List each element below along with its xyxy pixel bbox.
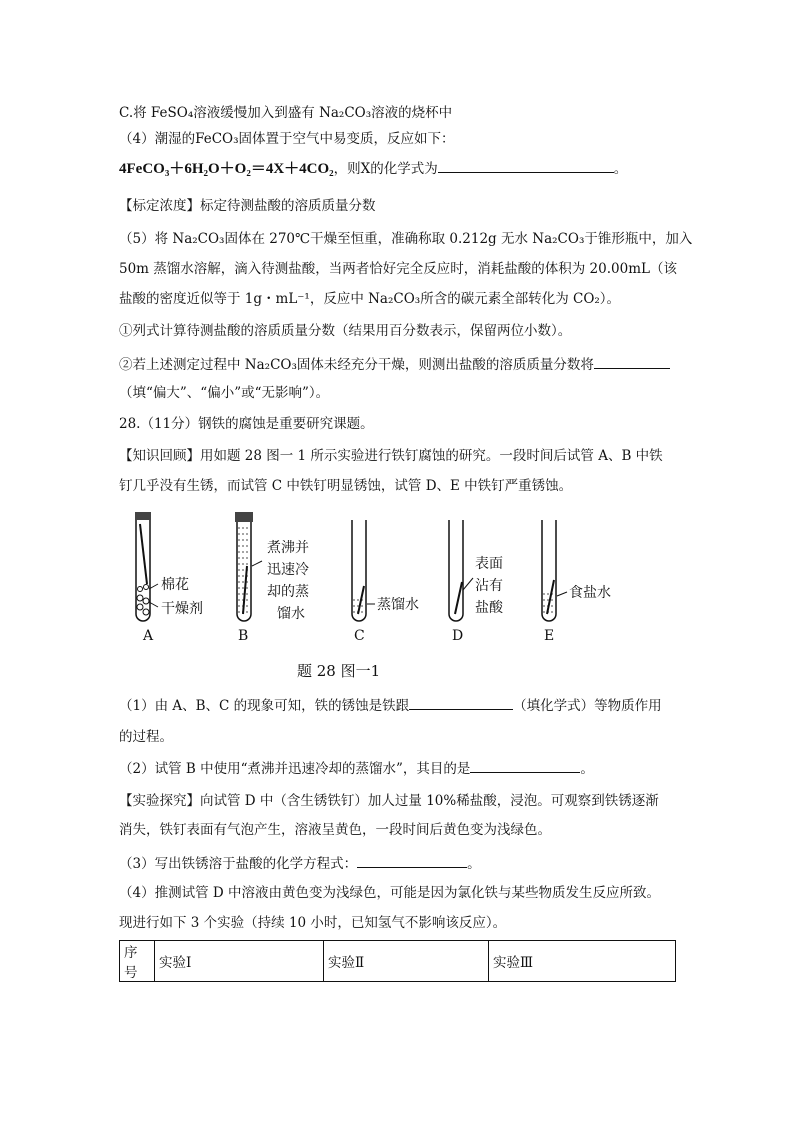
knowledge-review-line2: 钉几乎没有生锈，而试管 C 中铁钉明显锈蚀，试管 D、E 中铁钉严重锈蚀。 [119, 478, 573, 494]
question-1-line2: 的过程。 [119, 729, 173, 745]
figure-caption: 题 28 图一1 [297, 662, 381, 680]
experiment-explore-line1: 【实验探究】向试管 D 中（含生锈铁钉）加人过量 10%稀盐酸，浸泡。可观察到铁锈逐渐 [119, 793, 659, 809]
answer-blank[interactable] [594, 354, 670, 369]
tube-label-d: D [452, 628, 464, 644]
table-header-cell: 实验Ⅲ [489, 941, 676, 982]
question-5-part2 [119, 354, 670, 375]
question-1-line1 [119, 695, 662, 716]
tube-d [449, 520, 473, 621]
table-header-row [120, 941, 676, 982]
label-b-line3: 却的蒸 [267, 584, 309, 600]
question-28-title: 28.（11分）钢铁的腐蚀是重要研究课题。 [119, 416, 374, 432]
experiment-explore-line2: 消失，铁钉表面有气泡产生，溶液呈黄色，一段时间后黄色变为浅绿色。 [119, 822, 551, 838]
question-5-part2-hint: （填“偏大”、“偏小”或“无影响”）。 [119, 385, 330, 401]
test-tube-figure [125, 506, 645, 686]
q2-text: （2）试管 B 中使用“煮沸并迅速冷却的蒸馏水”，其目的是 [119, 761, 471, 777]
label-distilled-water: 蒸馏水 [377, 597, 419, 613]
period: 。 [613, 161, 628, 177]
label-cotton: 棉花 [161, 577, 189, 593]
q1-text-tail: （填化学式）等物质作用 [513, 698, 662, 714]
reaction-equation: 4FeCO₃＋6H₂O＋O₂＝4X＋4CO₂ [119, 161, 334, 177]
tube-e [542, 520, 567, 621]
label-b-line1: 煮沸并 [267, 540, 309, 556]
period: 。 [467, 856, 481, 872]
answer-blank[interactable] [409, 695, 513, 710]
equation-question: ，则X的化学式为 [333, 161, 438, 177]
table-header-cell: 序号 [120, 941, 155, 982]
tube-label-a: A [143, 628, 154, 644]
tube-label-c: C [354, 628, 365, 644]
period: 。 [580, 761, 594, 777]
tube-c [352, 520, 375, 621]
question-5-line2: 50m 蒸馏水溶解，滴入待测盐酸，当两者恰好完全反应时，消耗盐酸的体积为 20.00mL（该 [119, 261, 677, 277]
label-d-line2: 沾有 [475, 578, 503, 594]
answer-blank[interactable] [470, 758, 580, 773]
question-5-line3: 盐酸的密度近似等于 1g・mL⁻¹，反应中 Na₂CO₃所含的碳元素全部转化为 CO₂）。 [119, 291, 621, 307]
section-heading-calibration: 【标定浓度】标定待测盐酸的溶质质量分数 [119, 198, 376, 214]
question-5-part1: ①列式计算待测盐酸的溶质质量分数（结果用百分数表示，保留两位小数）。 [119, 323, 572, 339]
label-desiccant: 干燥剂 [161, 601, 203, 617]
question-4-line1: （4）推测试管 D 中溶液由黄色变为浅绿色，可能是因为氯化铁与某些物质发生反应所致。 [119, 885, 660, 901]
option-c: C.将 FeSO₄溶液缓慢加入到盛有 Na₂CO₃溶液的烧杯中 [119, 105, 453, 121]
q1-text: （1）由 A、B、C 的现象可知，铁的锈蚀是铁跟 [119, 698, 410, 714]
question-5-line1: （5）将 Na₂CO₃固体在 270℃干燥至恒重，准确称取 0.212g 无水 Na₂CO₃于锥形瓶中，加入 [119, 231, 693, 247]
label-salt-water: 食盐水 [569, 585, 611, 601]
question-3 [119, 853, 481, 874]
knowledge-review-line1: 【知识回顾】用如题 28 图一 1 所示实验进行铁钉腐蚀的研究。一段时间后试管 A、B 中铁 [119, 448, 663, 464]
table-header-cell: 实验Ⅱ [324, 941, 489, 982]
tube-b [235, 512, 262, 621]
experiment-table [119, 940, 676, 982]
question-2 [119, 758, 594, 779]
tube-a [135, 512, 158, 621]
label-d-line3: 盐酸 [475, 600, 503, 616]
label-b-line4: 馏水 [277, 606, 305, 622]
label-d-line1: 表面 [475, 556, 503, 572]
label-b-line2: 迅速冷 [267, 562, 309, 578]
answer-blank[interactable] [357, 853, 467, 868]
question-4-line2: 现进行如下 3 个实验（持续 10 小时，已知氢气不影响该反应）。 [119, 915, 507, 931]
answer-blank[interactable] [438, 158, 614, 173]
equation-line [119, 158, 627, 179]
part2-text: ②若上述测定过程中 Na₂CO₃固体未经充分干燥，则测出盐酸的溶质质量分数将 [119, 357, 594, 373]
tube-label-e: E [544, 628, 555, 644]
table-header-cell: 实验Ⅰ [155, 941, 324, 982]
q3-text: （3）写出铁锈溶于盐酸的化学方程式： [119, 856, 358, 872]
tube-label-b: B [238, 628, 249, 644]
question-4-intro: （4）潮湿的FeCO₃固体置于空气中易变质，反应如下： [119, 131, 455, 147]
